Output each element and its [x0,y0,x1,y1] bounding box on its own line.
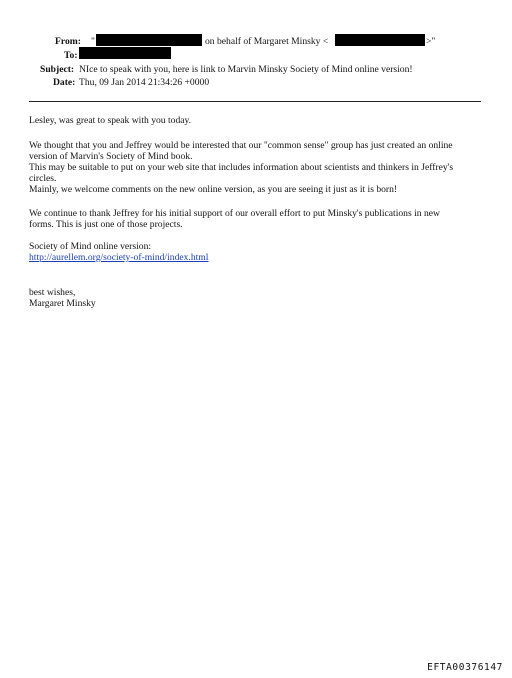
date-value: Thu, 09 Jan 2014 21:34:26 +0000 [79,77,210,88]
document-id: EFTA00376147 [427,662,503,673]
date-label: Date: [53,77,76,88]
header-divider [29,101,481,102]
paragraph-line: forms. This is just one of those projects. [29,219,183,230]
redaction-box [79,47,171,59]
subject-value: NIce to speak with you, here is link to Marvin Minsky Society of Mind online version! [79,64,413,75]
paragraph-line: We continue to thank Jeffrey for his initial support of our overall effort to put Minsky's publications in new [29,208,440,219]
society-of-mind-link[interactable]: http://aurellem.org/society-of-mind/index.html [29,252,209,263]
subject-label: Subject: [40,64,75,75]
from-suffix: >" [426,36,436,47]
signature-text: Margaret Minsky [29,298,96,309]
from-middle: on behalf of Margaret Minsky < [205,36,329,47]
from-prefix: " [91,36,95,47]
paragraph-line: version of Marvin's Society of Mind book. [29,151,193,162]
paragraph-line: This may be suitable to put on your web site that includes information about scientists and thinkers in Jeffrey's [29,162,454,173]
redaction-box [96,34,202,46]
paragraph-line: Mainly, we welcome comments on the new online version, as you are seeing it just as it is born! [29,184,398,195]
greeting-text: Lesley, was great to speak with you today. [29,115,192,126]
link-label: Society of Mind online version: [29,241,152,252]
paragraph-line: circles. [29,173,57,184]
closing-text: best wishes, [29,287,76,298]
to-label: To: [64,50,78,61]
redaction-box [335,34,425,46]
paragraph-line: We thought that you and Jeffrey would be interested that our "common sense" group has just created an online [29,140,453,151]
from-label: From: [55,36,81,47]
